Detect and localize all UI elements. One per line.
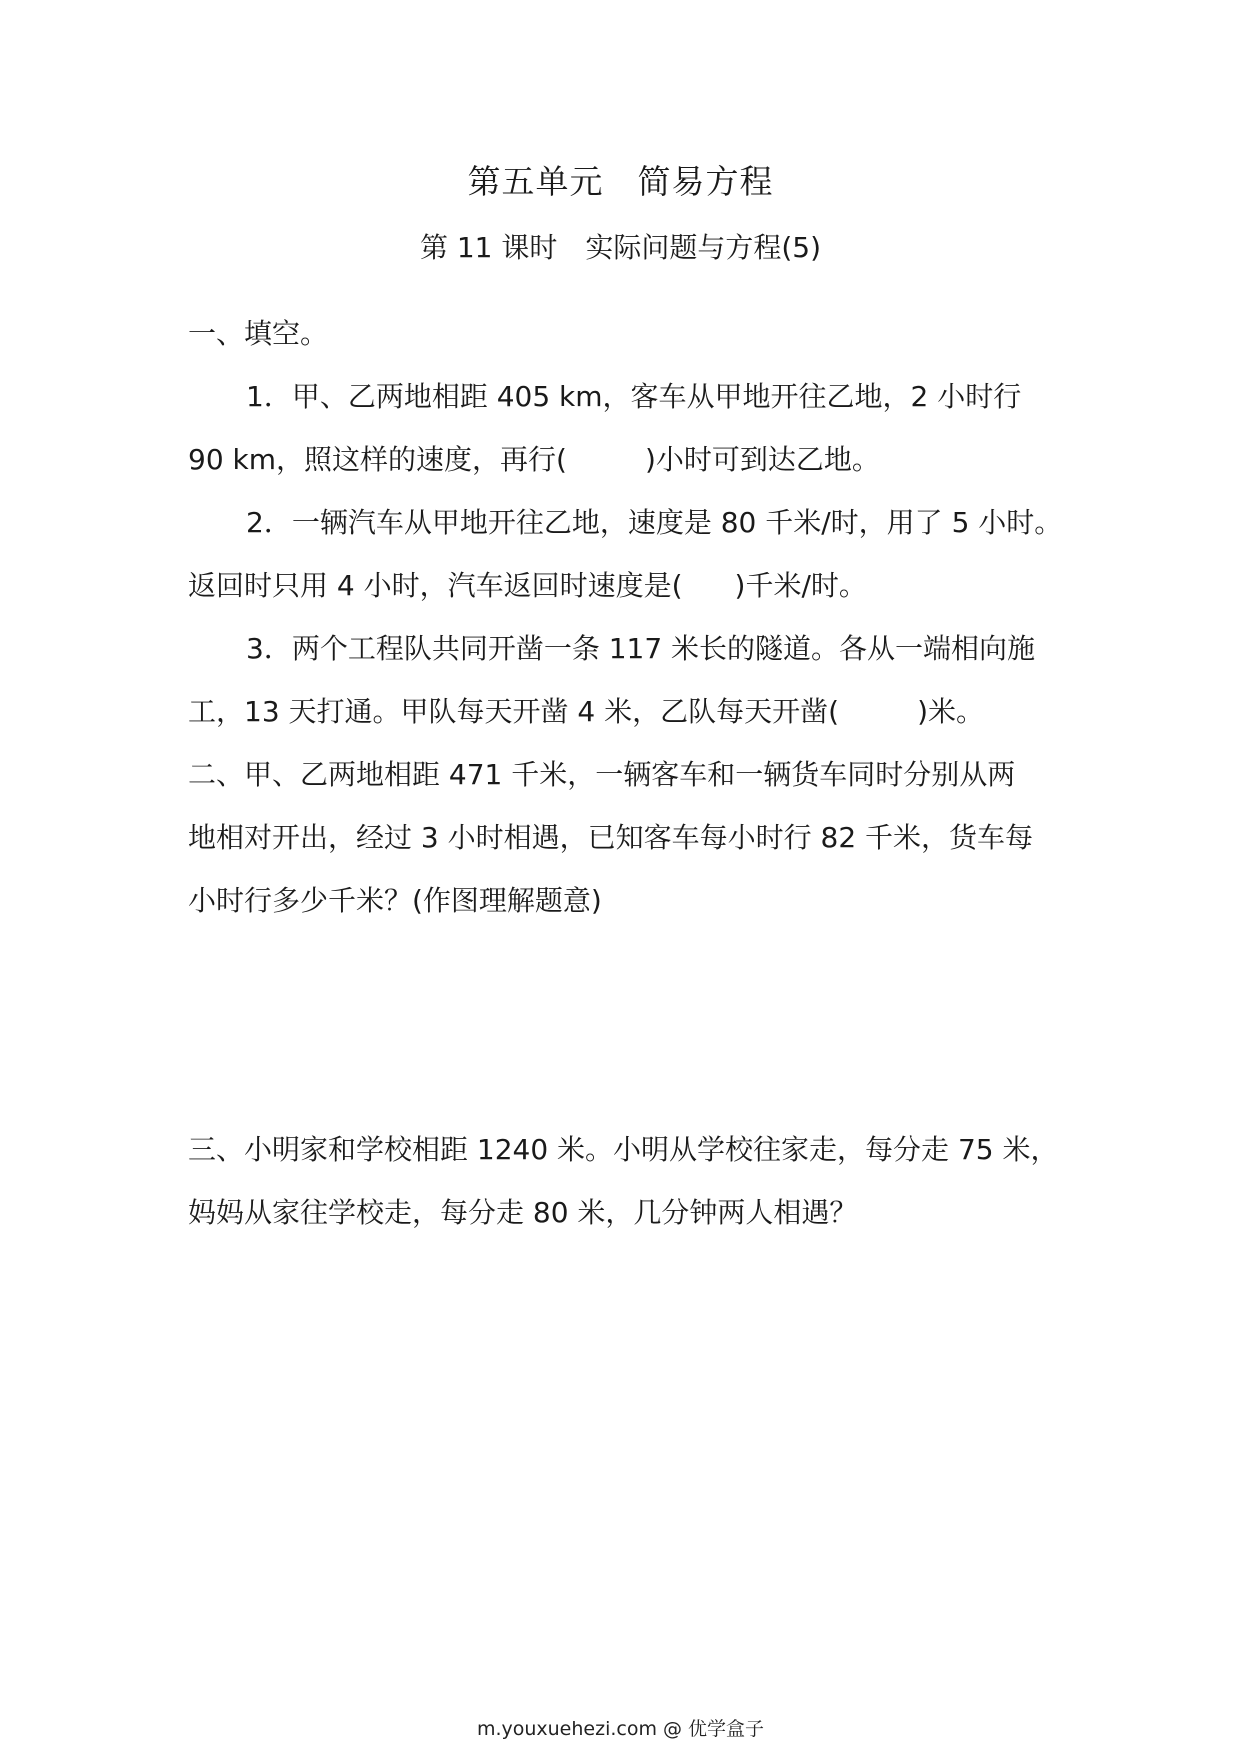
question-3-line-2 [188, 680, 1054, 743]
worksheet-content [188, 302, 1063, 1244]
question-1-line-1: 1．甲、乙两地相距 405 km，客车从甲地开往乙地，2 小时行 [246, 380, 1022, 413]
question-1-line-2 [188, 428, 1054, 491]
question-2-line-1: 2．一辆汽车从甲地开往乙地，速度是 80 千米/时，用了 5 小时。 [246, 506, 1063, 539]
question-3-text-after-blank: )米。 [917, 695, 985, 728]
question-2-text-before-blank: 返回时只用 4 小时，汽车返回时速度是( [188, 569, 683, 602]
page-subtitle: 第 11 课时 实际问题与方程(5) [419, 231, 822, 264]
question-3-line-1: 3．两个工程队共同开凿一条 117 米长的隧道。各从一端相向施 [246, 632, 1036, 665]
question-3-text-before-blank: 工，13 天打通。甲队每天开凿 4 米，乙队每天开凿( [188, 695, 840, 728]
question-2-text-after-blank: )千米/时。 [734, 569, 867, 602]
question-1-text-after-blank: )小时可到达乙地。 [644, 443, 880, 476]
section-2-line-2: 地相对开出，经过 3 小时相遇，已知客车每小时行 82 千米，货车每 [188, 821, 1034, 854]
question-2-line-2 [188, 554, 1054, 617]
footer-watermark: m.youxuehezi.com @ 优学盒子 [476, 1718, 765, 1740]
section-3-line-2: 妈妈从家往学校走，每分走 80 米，几分钟两人相遇？ [188, 1196, 858, 1229]
section-1-heading: 一、填空。 [188, 317, 329, 350]
question-1-text-before-blank: 90 km，照这样的速度，再行( [188, 443, 567, 476]
section-3-line-1: 三、小明家和学校相距 1240 米。小明从学校往家走，每分走 75 米， [188, 1133, 1059, 1166]
page-title: 第五单元 简易方程 [467, 162, 774, 201]
section-2-line-3: 小时行多少千米？(作图理解题意) [188, 884, 602, 917]
section-2-line-1: 二、甲、乙两地相距 471 千米，一辆客车和一辆货车同时分别从两 [188, 758, 1016, 791]
